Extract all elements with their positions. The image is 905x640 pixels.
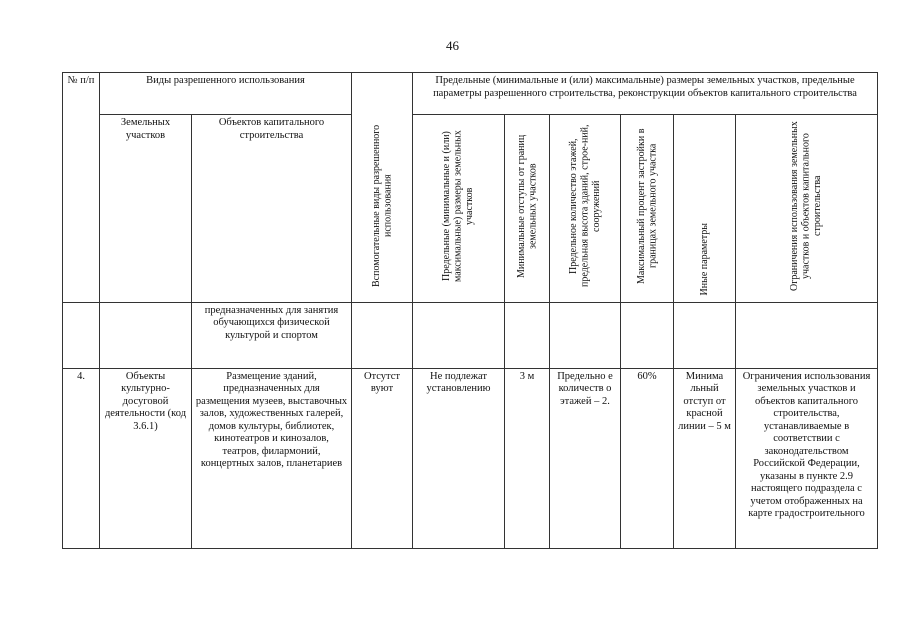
header-other-params: Иные параметры [698, 222, 710, 295]
cell-other: Минима льный отступ от красной линии – 5 м [674, 368, 736, 548]
header-aux-uses-cell [352, 73, 413, 303]
table-row [63, 302, 878, 368]
header-capital-objects: Объектов капитального строительства [192, 115, 352, 303]
cell-capital: предназначенных для занятия обучающихся физической культурой и спортом [192, 302, 352, 368]
zoning-table [62, 72, 878, 549]
cell-land: Объекты культурно-досуговой деятельности (код 3.6.1) [100, 368, 192, 548]
header-aux-uses: Вспомогательные виды разрешенного использования [370, 124, 393, 288]
cell-floors [550, 302, 621, 368]
header-max-percent: Максимальный процент застройки в границах земельного участка [635, 128, 658, 284]
header-plot-sizes-cell [413, 115, 505, 303]
table-row [63, 368, 878, 548]
header-other-params-cell [674, 115, 736, 303]
cell-percent: 60% [621, 368, 674, 548]
cell-aux [352, 302, 413, 368]
page-number: 46 [446, 38, 459, 53]
header-num: № п/п [63, 73, 100, 303]
cell-percent [621, 302, 674, 368]
header-restrictions: Ограничения использования земельных участков и объектов капитального строительства [789, 121, 824, 291]
header-restrictions-cell [736, 115, 878, 303]
cell-plot-sizes: Не подлежат установлению [413, 368, 505, 548]
cell-restrictions [736, 302, 878, 368]
cell-aux: Отсутст вуют [352, 368, 413, 548]
cell-land [100, 302, 192, 368]
header-land-plots: Земельных участков [100, 115, 192, 303]
cell-other [674, 302, 736, 368]
header-floors: Предельное количество этажей, предельная высота зданий, строе-ний, сооружений [567, 124, 602, 288]
header-floors-cell [550, 115, 621, 303]
cell-num: 4. [63, 368, 100, 548]
header-plot-sizes: Предельные (минимальные и (или) максимальные) размеры земельных участков [441, 130, 476, 282]
header-min-setbacks-cell [505, 115, 550, 303]
cell-floors: Предельно е количеств о этажей – 2. [550, 368, 621, 548]
cell-restrictions: Ограничения использования земельных участков и объектов капитального строительства, устанавливаемые в соответствии с законодательством Российской Федерации, указаны в пункте 2.9 настоящего подраздела с учетом отображенных на карте градостроительного [736, 368, 878, 548]
cell-num [63, 302, 100, 368]
cell-plot-sizes [413, 302, 505, 368]
header-min-setbacks: Минимальные отступы от границ земельных участков [515, 134, 538, 278]
cell-capital: Размещение зданий, предназначенных для размещения музеев, выставочных залов, художественных галерей, домов культуры, библиотек, кинотеатров и кинозалов, театров, филармоний, концертных залов, планетариев [192, 368, 352, 548]
header-types-use: Виды разрешенного использования [100, 73, 352, 115]
header-limits: Предельные (минимальные и (или) максимальные) размеры земельных участков, предельные параметры разрешенного строительства, реконструкции объектов капитального строительства [413, 73, 878, 115]
header-max-percent-cell [621, 115, 674, 303]
cell-setbacks: 3 м [505, 368, 550, 548]
cell-setbacks [505, 302, 550, 368]
